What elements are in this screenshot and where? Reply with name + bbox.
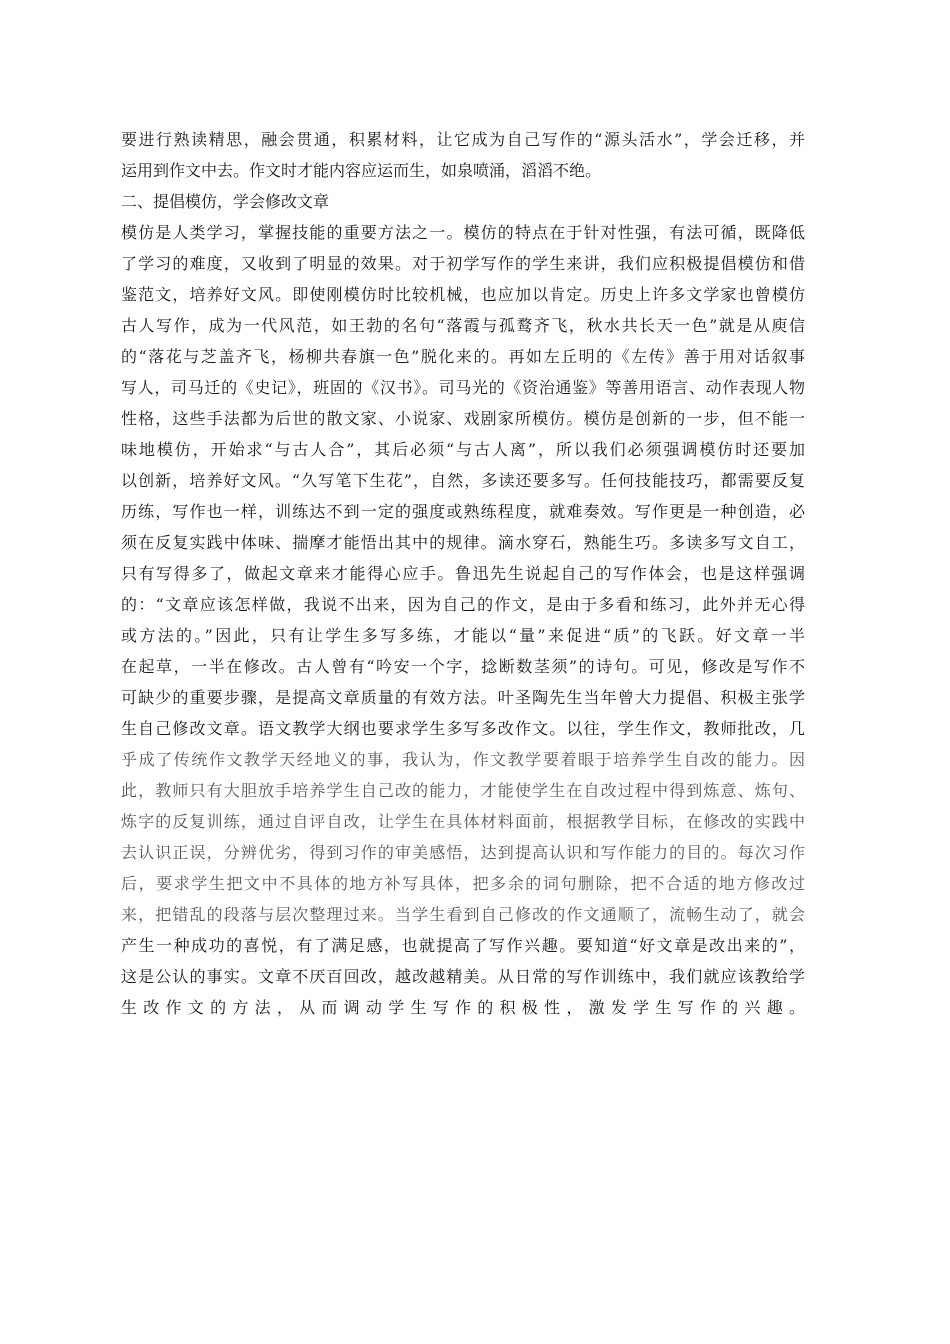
heading-text: 二、提倡模仿，学会修改文章 bbox=[121, 192, 330, 211]
paragraph-2 bbox=[121, 217, 805, 1054]
text-line bbox=[121, 1023, 805, 1054]
text-line: 模仿是人类学习，掌握技能的重要方法之一。模仿的特点在于针对性强，有法可循，既降低 bbox=[121, 223, 805, 242]
text-line: 或方法的。”因此，只有让学生多写多练，才能以“量”来促进“质”的飞跃。好文章一半 bbox=[121, 626, 805, 645]
text-line: 去认识正误，分辨优劣，得到习作的审美感悟，达到提高认识和写作能力的目的。每次习作 bbox=[121, 843, 805, 862]
text-line: 生自己修改文章。语文教学大纲也要求学生多写多改作文。以往，学生作文，教师批改，几 bbox=[121, 719, 805, 738]
text-line: 了学习的难度，又收到了明显的效果。对于初学写作的学生来讲，我们应积极提倡模仿和借 bbox=[121, 254, 805, 273]
text-line: 炼字的反复训练，通过自评自改，让学生在具体材料面前，根据教学目标，在修改的实践中 bbox=[121, 812, 805, 831]
document-body bbox=[121, 124, 805, 1054]
text-line: 产生一种成功的喜悦，有了满足感，也就提高了写作兴趣。要知道“好文章是改出来的”， bbox=[121, 936, 805, 955]
text-line: 写人，司马迁的《史记》，班固的《汉书》。司马光的《资治通鉴》等善用语言、动作表现人物 bbox=[121, 378, 805, 397]
text-line: 的“落花与芝盖齐飞，杨柳共春旗一色”脱化来的。再如左丘明的《左传》善于用对话叙事 bbox=[121, 347, 805, 366]
text-line: 来，把错乱的段落与层次整理过来。当学生看到自己修改的作文通顺了，流畅生动了，就会 bbox=[121, 905, 805, 924]
text-line: 此，教师只有大胆放手培养学生自己改的能力，才能使学生在自改过程中得到炼意、炼句、 bbox=[121, 781, 805, 800]
text-line: 味地模仿，开始求“与古人合”，其后必须“与古人离”，所以我们必须强调模仿时还要加 bbox=[121, 440, 805, 459]
paragraph-1 bbox=[121, 124, 805, 186]
text-line: 古人写作，成为一代风范，如王勃的名句“落霞与孤鹜齐飞，秋水共长天一色”就是从庾信 bbox=[121, 316, 805, 335]
text-line: 要进行熟读精思，融会贯通，积累材料，让它成为自己写作的“源头活水”，学会迁移，并 bbox=[121, 130, 805, 149]
text-line: 可缺少的重要步骤，是提高文章质量的有效方法。叶圣陶先生当年曾大力提倡、积极主张学 bbox=[121, 688, 805, 707]
text-line: 鉴范文，培养好文风。即使刚模仿时比较机械，也应加以肯定。历史上许多文学家也曾模仿 bbox=[121, 285, 805, 304]
text-line: 的：“文章应该怎样做，我说不出来，因为自己的作文，是由于多看和练习，此外并无心得 bbox=[121, 595, 805, 614]
text-line: 乎成了传统作文教学天经地义的事，我认为，作文教学要着眼于培养学生自改的能力。因 bbox=[121, 750, 805, 769]
text-line: 在起草，一半在修改。古人曾有“吟安一个字，捻断数茎须”的诗句。可见，修改是写作不 bbox=[121, 657, 805, 676]
text-line: 生改作文的方法，从而调动学生写作的积极性，激发学生写作的兴趣。 bbox=[121, 998, 805, 1017]
text-line: 只有写得多了，做起文章来才能得心应手。鲁迅先生说起自己的写作体会，也是这样强调 bbox=[121, 564, 805, 583]
text-line: 以创新，培养好文风。“久写笔下生花”，自然，多读还要多写。任何技能技巧，都需要反复 bbox=[121, 471, 805, 490]
text-line: 运用到作文中去。作文时才能内容应运而生，如泉喷涌，滔滔不绝。 bbox=[121, 161, 602, 180]
text-line: 后，要求学生把文中不具体的地方补写具体，把多余的词句删除，把不合适的地方修改过 bbox=[121, 874, 805, 893]
text-line: 性格，这些手法都为后世的散文家、小说家、戏剧家所模仿。模仿是创新的一步，但不能一 bbox=[121, 409, 805, 428]
section-heading bbox=[121, 186, 805, 217]
text-line: 历练，写作也一样，训练达不到一定的强度或熟练程度，就难奏效。写作更是一种创造，必 bbox=[121, 502, 805, 521]
text-line: 这是公认的事实。文章不厌百回改，越改越精美。从日常的写作训练中，我们就应该教给学 bbox=[121, 967, 805, 986]
text-line: 须在反复实践中体味、揣摩才能悟出其中的规律。滴水穿石，熟能生巧。多读多写文自工， bbox=[121, 533, 805, 552]
